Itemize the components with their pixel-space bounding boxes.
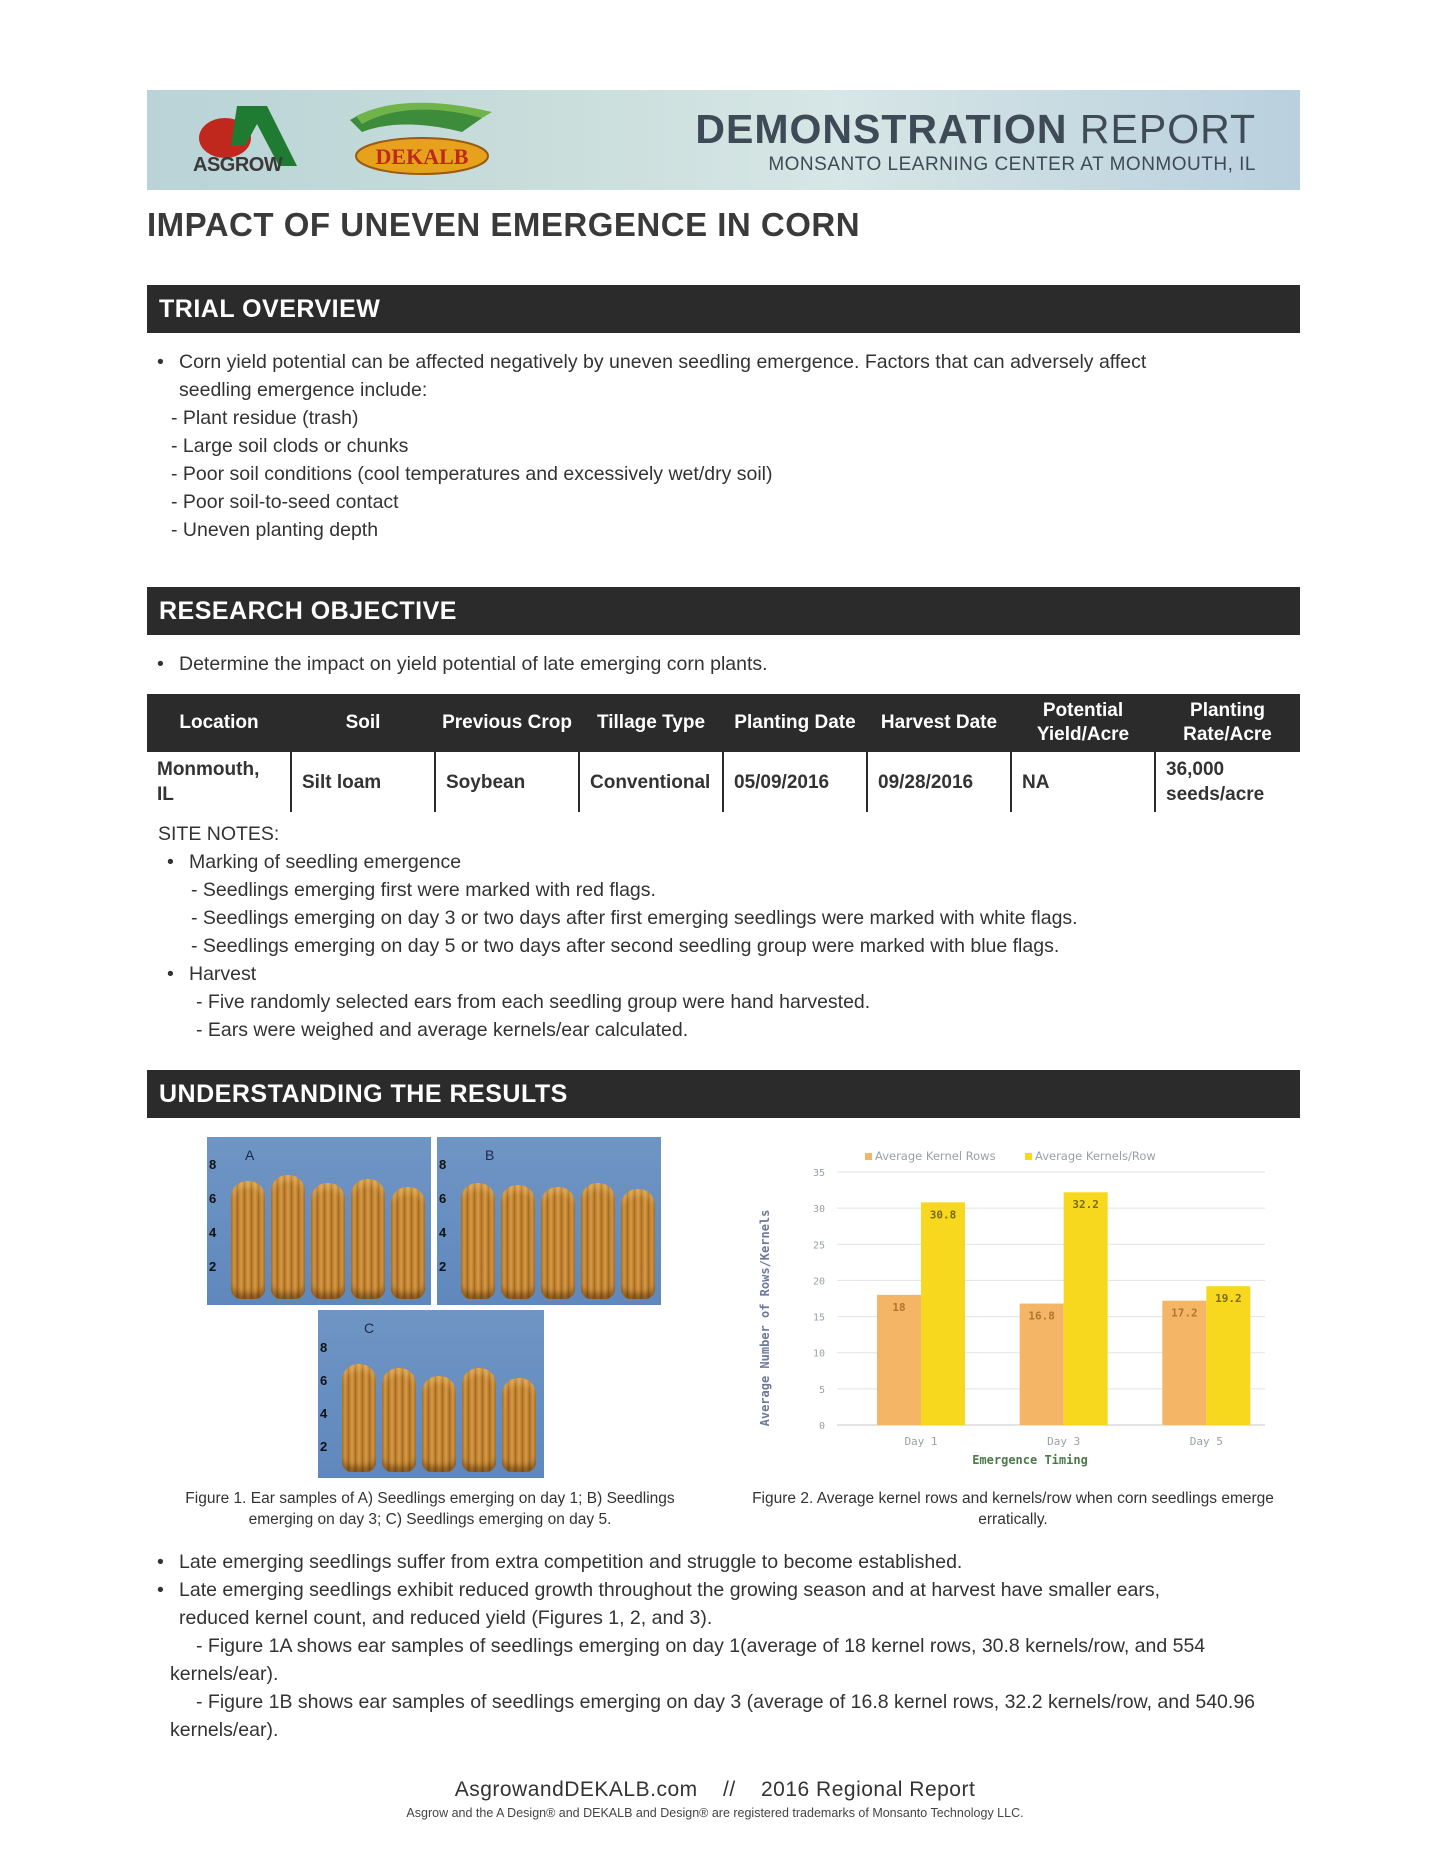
site-note-item: - Seedlings emerging on day 3 or two days after first emerging seedlings were marked with white flags. — [191, 907, 1078, 929]
report-title — [695, 106, 1256, 153]
table-header-cell: Tillage Type — [579, 694, 723, 752]
y-tick-label: 30 — [812, 1204, 825, 1216]
photo-letter: A — [245, 1147, 255, 1163]
table-header-row — [147, 694, 1300, 752]
results-bullet-cont: reduced kernel count, and reduced yield (Figures 1, 2, and 3). — [179, 1607, 713, 1629]
bar-data-label: 32.2 — [1072, 1198, 1099, 1212]
table-header-cell: Potential Yield/Acre — [1011, 694, 1155, 752]
bullet-icon: • — [157, 1579, 164, 1601]
corn-ear — [501, 1185, 535, 1299]
fig-detail-line: kernels/ear). — [170, 1663, 279, 1685]
corn-ear — [581, 1183, 615, 1299]
legend-label: Average Kernel Rows — [875, 1149, 996, 1163]
dekalb-label: DEKALB — [375, 144, 469, 169]
intro-line: seedling emergence include: — [179, 379, 428, 401]
photo-ear-samples-a — [207, 1137, 431, 1305]
footer-website: AsgrowandDEKALB.com — [454, 1778, 698, 1801]
x-tick-label: Day 5 — [1189, 1435, 1223, 1448]
factor-item: - Poor soil-to-seed contact — [171, 491, 399, 513]
page-title: IMPACT OF UNEVEN EMERGENCE IN CORN — [147, 206, 861, 243]
x-tick-label: Day 1 — [904, 1435, 938, 1448]
corn-ear — [311, 1183, 345, 1299]
table-header-cell: Location — [147, 694, 291, 752]
site-note-item: - Seedlings emerging on day 5 or two days after second seedling group were marked with blue flags. — [191, 935, 1060, 957]
corn-ear — [541, 1187, 575, 1299]
fig-detail-line: - Figure 1A shows ear samples of seedlings emerging on day 1(average of 18 kernel rows, 30.8 kernels/row, and 554 — [196, 1635, 1206, 1657]
photo-letter: C — [364, 1320, 375, 1336]
intro-line: Corn yield potential can be affected negatively by uneven seedling emergence. Factors that can adversely affect — [179, 351, 1147, 373]
table-cell: 36,000 seeds/acre — [1155, 752, 1300, 812]
table-cell: Monmouth, IL — [157, 759, 260, 805]
y-tick-label: 5 — [818, 1384, 825, 1396]
table-cell: NA — [1011, 752, 1155, 812]
bar-data-label: 18 — [892, 1300, 906, 1314]
header-banner — [147, 90, 1300, 190]
bar-data-label: 16.8 — [1028, 1309, 1055, 1323]
footer-report: 2016 Regional Report — [761, 1778, 976, 1801]
site-notes — [158, 820, 1078, 1044]
corn-ear — [391, 1187, 425, 1299]
site-notes-subtitle: Marking of seedling emergence — [189, 851, 462, 873]
chart-x-ticks — [904, 1435, 1222, 1448]
y-tick-label: 0 — [818, 1421, 825, 1432]
photo-ear-samples-b — [437, 1137, 661, 1305]
corn-ear — [461, 1183, 495, 1299]
section-understanding-results: UNDERSTANDING THE RESULTS — [147, 1070, 1300, 1118]
site-note-item: - Ears were weighed and average kernels/ear calculated. — [196, 1019, 689, 1041]
table-header-cell: Harvest Date — [867, 694, 1011, 752]
corn-ear — [342, 1364, 376, 1472]
chart-legend — [865, 1149, 1156, 1163]
table-header-cell: Planting Rate/Acre — [1155, 694, 1300, 752]
footer-main — [0, 1778, 1430, 1802]
photo-letter: B — [485, 1147, 495, 1163]
table-cell: Conventional — [579, 752, 723, 812]
section-trial-overview: TRIAL OVERVIEW — [147, 285, 1300, 333]
site-note-item: - Five randomly selected ears from each seedling group were hand harvested. — [196, 991, 871, 1013]
y-tick-label: 25 — [812, 1240, 825, 1252]
chart-bar — [921, 1202, 965, 1425]
y-tick-label: 10 — [812, 1348, 825, 1360]
report-title-rest: REPORT — [1079, 106, 1256, 152]
legend-swatch — [1025, 1153, 1032, 1160]
factor-item: - Plant residue (trash) — [171, 407, 359, 429]
photo-ear-samples-c — [318, 1310, 544, 1478]
corn-ear — [422, 1376, 456, 1472]
chart-y-ticks — [813, 1168, 825, 1432]
corn-ear — [382, 1368, 416, 1472]
site-notes-subtitle: Harvest — [189, 963, 257, 985]
y-tick-label: 35 — [812, 1168, 825, 1179]
dekalb-logo-icon — [342, 98, 502, 184]
figure2-caption: Figure 2. Average kernel rows and kernels/row when corn seedlings emerge erratically. — [752, 1490, 1274, 1528]
table-cell: 09/28/2016 — [867, 752, 1011, 812]
bar-data-label: 19.2 — [1215, 1292, 1242, 1306]
results-bullet: Late emerging seedlings exhibit reduced growth throughout the growing season and at harvest have smaller ears, — [179, 1579, 1161, 1601]
factor-item: - Large soil clods or chunks — [171, 435, 409, 457]
y-tick-label: 20 — [812, 1276, 825, 1288]
footer-separator: // — [722, 1778, 736, 1801]
corn-ear — [502, 1378, 536, 1472]
site-note-item: - Seedlings emerging first were marked with red flags. — [191, 879, 656, 901]
bullet-icon: • — [157, 1551, 164, 1573]
fig-detail-line: kernels/ear). — [170, 1719, 279, 1741]
table-header-cell: Previous Crop — [435, 694, 579, 752]
research-objective-text — [157, 650, 768, 678]
ruler: 8 6 4 2 — [209, 1157, 217, 1274]
bullet-icon: • — [167, 851, 174, 873]
bullet-icon: • — [157, 351, 164, 373]
table-row — [147, 752, 1300, 812]
chart-bar — [877, 1295, 921, 1425]
asgrow-label: ASGROW — [193, 154, 283, 176]
bullet-icon: • — [157, 653, 164, 675]
corn-ear — [621, 1189, 655, 1299]
results-text — [157, 1548, 1256, 1744]
figure1-caption: Figure 1. Ear samples of A) Seedlings emerging on day 1; B) Seedlings emerging on day 3; C) Seedlings emerging on day 5. — [185, 1490, 675, 1528]
corn-ear — [462, 1368, 496, 1472]
report-title-bold: DEMONSTRATION — [695, 106, 1068, 152]
factor-item: - Uneven planting depth — [171, 519, 379, 541]
corn-ear — [231, 1181, 265, 1299]
results-bullet: Late emerging seedlings suffer from extra competition and struggle to become established. — [179, 1551, 963, 1573]
trial-overview-text — [157, 348, 1147, 544]
chart-x-axis-label: Emergence Timing — [972, 1453, 1088, 1467]
corn-ear — [351, 1179, 385, 1299]
fig-detail-line: - Figure 1B shows ear samples of seedlings emerging on day 3 (average of 16.8 kernel rows, 32.2 kernels/row, and 540.96 — [196, 1691, 1256, 1713]
table-header-cell: Planting Date — [723, 694, 867, 752]
table-cell: 05/09/2016 — [723, 752, 867, 812]
corn-ear — [271, 1175, 305, 1299]
bar-data-label: 17.2 — [1171, 1306, 1198, 1320]
factor-item: - Poor soil conditions (cool temperatures and excessively wet/dry soil) — [171, 463, 773, 485]
legend-label: Average Kernels/Row — [1035, 1149, 1156, 1163]
table-cell: Silt loam — [291, 752, 435, 812]
site-notes-label: SITE NOTES: — [158, 823, 280, 845]
chart-y-axis-label: Average Number of Rows/Kernels — [758, 1209, 772, 1427]
chart-bar — [1206, 1286, 1250, 1425]
bullet-icon: • — [167, 963, 174, 985]
chart-bar — [1064, 1192, 1108, 1425]
y-tick-label: 15 — [812, 1312, 825, 1324]
table-header-cell: Soil — [291, 694, 435, 752]
ruler: 8 6 4 2 — [320, 1340, 328, 1454]
kernel-chart — [745, 1140, 1275, 1475]
section-research-objective: RESEARCH OBJECTIVE — [147, 587, 1300, 635]
ruler: 8 6 4 2 — [439, 1157, 447, 1274]
objective-line: Determine the impact on yield potential of late emerging corn plants. — [179, 653, 768, 675]
report-subtitle: MONSANTO LEARNING CENTER AT MONMOUTH, IL — [768, 154, 1256, 175]
trial-details-table — [147, 694, 1300, 812]
bar-data-label: 30.8 — [929, 1208, 957, 1222]
footer-trademark: Asgrow and the A Design® and DEKALB and Design® are registered trademarks of Monsanto Technology LLC. — [406, 1806, 1024, 1820]
x-tick-label: Day 3 — [1047, 1435, 1081, 1448]
table-cell: Soybean — [435, 752, 579, 812]
legend-swatch — [865, 1153, 872, 1160]
